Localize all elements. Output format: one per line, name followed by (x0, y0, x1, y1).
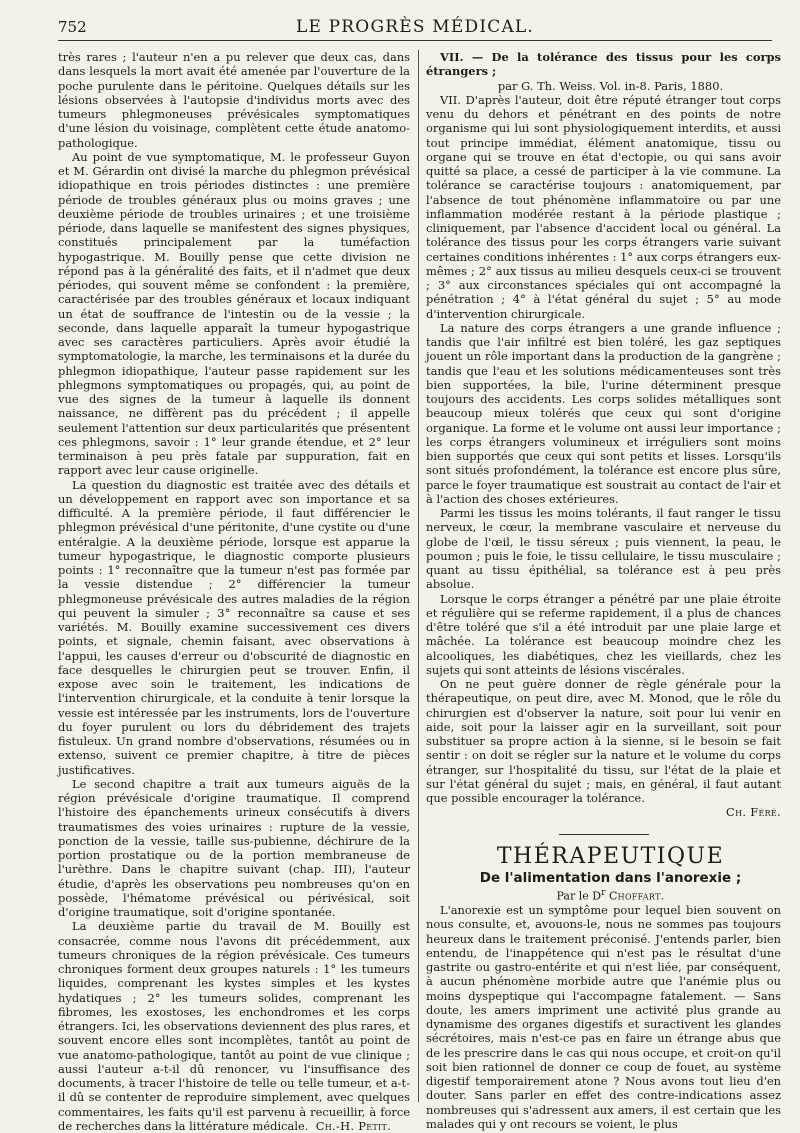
left-column (58, 50, 410, 1133)
body-paragraph: Le second chapitre a trait aux tumeurs aiguës de la région prévésicale d'origine traumatique. Il comprend l'histoire des épanchements urineux consécutifs à divers traumatismes des voies urinaires : rupture de la vessie, ponction de la vessie, taille sus-pubienne, déchirure de la portion prostatique ou de la portion membraneuse de l'urèthre. Dans le chapitre suivant (chap. III), l'auteur étudie, d'après les observations peu nombreuses qu'on en possède, l'hématome prévésical ou périvésical, soit d'origine traumatique, soit d'origine spontanée. (58, 776, 410, 919)
section-heading: THÉRAPEUTIQUE (496, 843, 725, 869)
body-paragraph (58, 919, 410, 1133)
body-paragraph: Au point de vue symptomatique, M. le professeur Guyon et M. Gérardin ont divisé la marche du phlegmon prévésical idiopathique en trois périodes distinctes : une première période de troubles généraux plus ou moins graves ; une deuxième période de troubles urinaires ; et une troisième période, dans laquelle se manifestent des signes physiques, constitués principalement par la tuméfaction hypogastrique. M. Bouilly pense que cette division ne répond pas à la généralité des faits, et il n'admet que deux périodes, qui souvent même se confondent : la première, caractérisée par des troubles généraux et locaux indiquant un état de souffrance de l'intestin ou de la vessie ; la seconde, dans laquelle apparaît la tumeur hypogastrique avec ses caractères particuliers. Après avoir étudié la symptomatologie, la marche, les terminaisons et la durée du phlegmon idiopathique, l'auteur passe rapidement sur les phlegmons symptomatiques ou propagés, qui, au point de vue des signes de la tumeur à laquelle ils donnent naissance, ne diffèrent pas du précédent ; il appelle seulement l'attention sur deux particularités que présentent ces phlegmons, savoir : 1° leur grande étendue, et 2° leur terminaison à peu près fatale par suppuration, fait en rapport avec leur cause originelle. (58, 149, 410, 478)
signature: Ch.-H. Petit. (315, 1118, 392, 1133)
page-header (58, 14, 772, 41)
section-divider (559, 834, 649, 835)
body-paragraph: La question du diagnostic est traitée avec des détails et un développement en rapport avec son importance et sa difficulté. A la première période, il faut différencier le phlegmon prévésical d'une péritonite, d'une cystite ou d'une entéralgie. A la deuxième période, lorsque est apparue la tumeur hypogastrique, le diagnostic comporte plusieurs points : 1° reconnaître que la tumeur n'est pas formée par la vessie distendue ; 2° différencier la tumeur phlegmoneuse prévésicale des autres maladies de la région qui peuvent la simuler ; 3° reconnaître sa cause et ses variétés. M. Bouilly examine successivement ces divers points, et signale, chemin faisant, avec observations à l'appui, les causes d'erreur ou d'obscurité de diagnostic en face desquelles le chirurgien peut se trouver. Enfin, il expose avec soin le traitement, les indications de l'intervention chirurgicale, et la conduite à tenir lorsque la vessie est intéressée par les instruments, lors de l'ouverture du foyer purulent ou lors du débridement des trajets fistuleux. Un grand nombre d'observations, résumées ou in extenso, suivent ce premier chapitre, à titre de pièces justificatives. (58, 477, 410, 777)
review-paragraph: On ne peut guère donner de règle générale pour la thérapeutique, on peut dire, avec M. Monod, que le rôle du chirurgien est d'observer la nature, soit pour lui venir en aide, soit pour la laisser agir en la surveillant, soit pour substituer sa propre action à la sienne, si le besoin se fait sentir : on doit se régler sur la nature et le volume du corps étranger, sur l'hospitalité du tissu, sur l'état de la plaie et sur l'état général du sujet ; mais, en général, il faut autant que possible encourager la tolérance. (426, 677, 781, 805)
author-prefix-sup: r (601, 886, 606, 898)
article-author (426, 887, 781, 903)
page-number: 752 (58, 18, 87, 36)
author-name: Choffart. (608, 889, 665, 903)
article-title: De l'alimentation dans l'anorexie ; (479, 869, 742, 886)
review-signature: Ch. Féré. (726, 805, 781, 820)
author-prefix: Par le D (556, 889, 602, 903)
column-divider (418, 50, 419, 1102)
review-paragraph: La nature des corps étrangers a une grande influence ; tandis que l'air infiltré est bien toléré, les gaz septiques jouent un rôle important dans la production de la gangrène ; tandis que l'eau et les solutions médicamenteuses sont très bien supportées, la bile, l'urine déterminent presque toujours des accidents. Les corps solides métalliques sont beaucoup mieux tolérés que ceux qui sont d'origine organique. La forme et le volume ont aussi leur importance ; les corps étrangers volumineux et irréguliers sont moins bien supportés que ceux qui sont petits et lisses. Lorsqu'ils sont situés profondément, la tolérance est encore plus sûre, parce le foyer traumatique est soustrait au contact de l'air et à l'action des choses extérieures. (426, 320, 781, 506)
review-title: VII. — De la tolérance des tissus pour les corps étrangers ; (426, 50, 781, 79)
review-paragraph: Parmi les tissus les moins tolérants, il faut ranger le tissu nerveux, le cœur, la membrane vasculaire et nerveuse du globe de l'œil, le tissu séreux ; puis viennent, la peau, le poumon ; puis le foie, le tissu cellulaire, le tissu musculaire ; quant au tissu épithélial, sa tolérance est à peu près absolue. (426, 506, 781, 592)
right-column (426, 50, 781, 1131)
running-title: LE PROGRÈS MÉDICAL. (295, 17, 535, 37)
review-paragraph: VII. D'après l'auteur, doit être réputé étranger tout corps venu du dehors et pénétrant en des points de notre organisme qui lui sont physiologiquement interdits, et aussi tout principe immédiat, élément anatomique, tissu ou organe qui se trouve en état d'ectopie, ou qui sans avoir quitté sa place, a cessé de participer à la vie commune. La tolérance se caractérise toujours : anatomiquement, par l'absence de tout phénomène inflammatoire ou par une inflammation modérée restant à la période plastique ; cliniquement, par l'absence d'accident local ou général. La tolérance des tissus pour les corps étrangers varie suivant certaines conditions inhérentes : 1° aux corps étrangers eux-mêmes ; 2° aux tissus au milieu desquels ceux-ci se trouvent ; 3° aux circonstances spéciales qui ont accompagné la pénétration ; 4° à l'état général du sujet ; 5° au mode d'intervention chirurgicale. (426, 92, 781, 321)
body-text: La deuxième partie du travail de M. Bouilly est consacrée, comme nous l'avons dit précédemment, aux tumeurs chroniques de la région prévésicale. Ces tumeurs chroniques forment deux groupes naturels : 1° les tumeurs liquides, comprenant les kystes simples et les kystes hydatiques ; 2° les tumeurs solides, comprenant les fibromes, les exostoses, les enchondromes et les corps étrangers. Ici, les observations deviennent des plus rares, et souvent encore elles sont incomplètes, tantôt au point de vue anatomo-pathologique, tantôt au point de vue clinique ; aussi l'auteur a-t-il dû renoncer, vu l'insuffisance des documents, à tracer l'histoire de telle ou telle tumeur, et a-t-il dû se contenter de reproduire simplement, avec quelques commentaires, les faits qu'il est parvenu à recueillir, à force de recherches dans la littérature médicale. (58, 919, 410, 1133)
review-paragraph: Lorsque le corps étranger a pénétré par une plaie étroite et régulière qui se referme rapidement, il a plus de chances d'être toléré que s'il a été introduit par une plaie large et mâchée. La tolérance est beaucoup moindre chez les alcooliques, les diabétiques, chez les vieillards, chez les sujets qui sont atteints de lésions viscérales. (426, 591, 781, 677)
article-paragraph: L'anorexie est un symptôme pour lequel bien souvent on nous consulte, et, avouons-le, nous ne sommes pas toujours heureux dans le traitement préconisé. J'entends parler, bien entendu, de l'inappétence qui n'est pas le résultat d'une gastrite ou gastro-entérite et qui n'est liée, par conséquent, à aucun phénomène morbide autre que l'anémie plus ou moins dyspeptique qui l'accompagne fatalement. — Sans doute, les amers impriment une activité plus grande au dynamisme des organes digestifs et suractivent les glandes sécrétoires, mais n'est-ce pas en faire un étrange abus que de les prescrire dans le cas qui nous occupe, et croit-on qu'il soit bien rationnel de donner ce coup de fouet, au système digestif temporairement atone ? Nous avons tout lieu d'en douter. Sans parler en effet des contre-indications assez nombreuses qui s'adressent aux amers, il est certain que les malades qui y ont recours se voient, le plus (426, 903, 781, 1131)
review-source: par G. Th. Weiss. Vol. in-8. Paris, 1880. (497, 78, 724, 93)
body-paragraph: très rares ; l'auteur n'en a pu relever que deux cas, dans dans lesquels la mort avait été amenée par l'ouverture de la poche purulente dans le péritoine. Quelques détails sur les lésions observées à l'autopsie d'individus morts avec des tumeurs phlegmoneuses prévésicales symptomatiques d'une lésion du voisinage, complètent cette étude anatomo-pathologique. (58, 50, 410, 150)
